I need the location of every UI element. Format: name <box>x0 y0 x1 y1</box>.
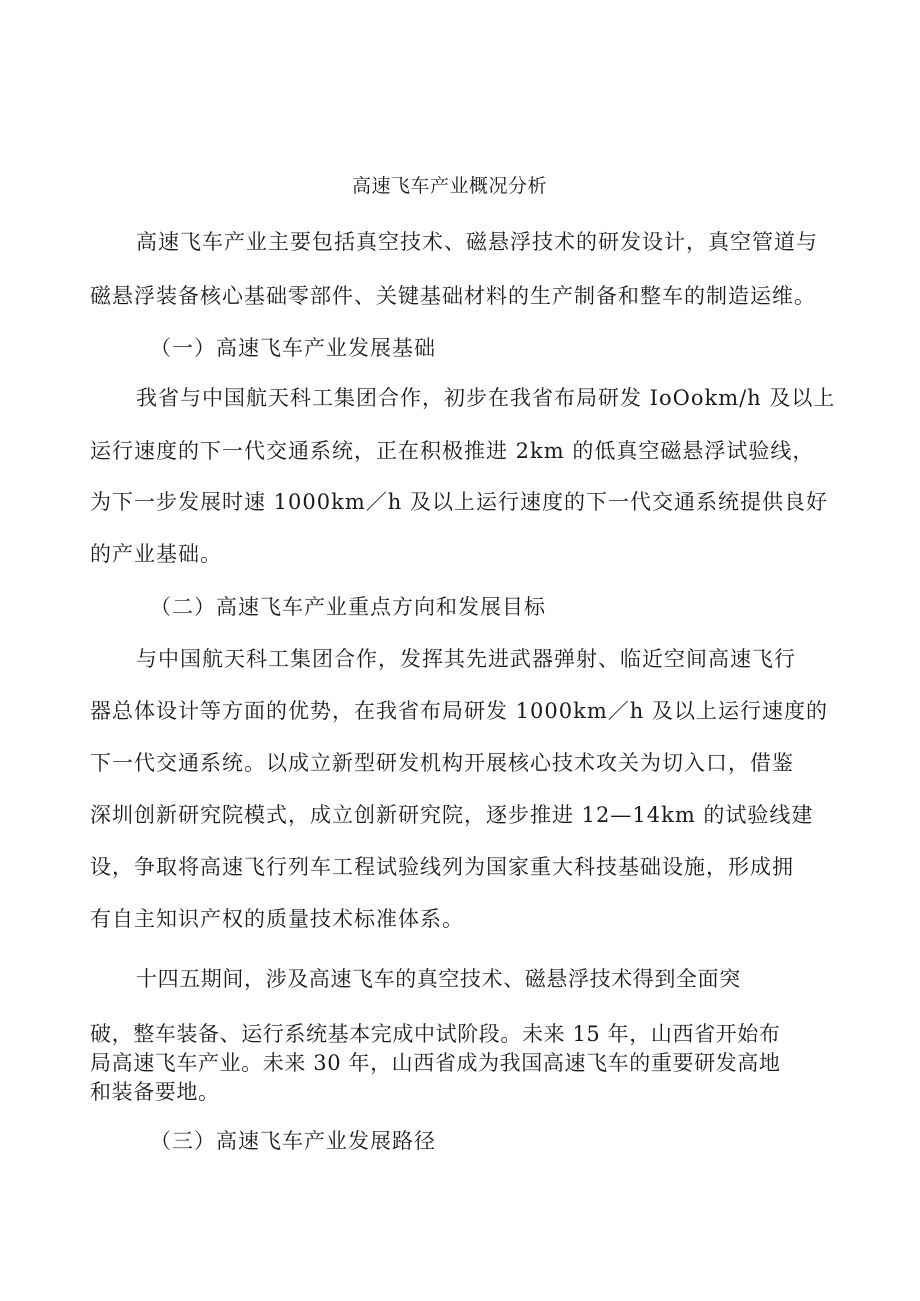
section2-line-1: 与中国航天科工集团合作，发挥其先进武器弹射、临近空间高速飞行 <box>136 647 796 671</box>
section2-heading: （二）高速飞车产业重点方向和发展目标 <box>150 595 546 619</box>
plan-line-4: 和装备要地。 <box>90 1080 220 1104</box>
section1-line-4: 的产业基础。 <box>90 542 222 566</box>
document-title: 高速飞车产业概况分析 <box>352 175 548 197</box>
section1-line-1: 我省与中国航天科工集团合作，初步在我省布局研发 IoOokm/h 及以上 <box>136 386 836 410</box>
intro-line-2: 磁悬浮装备核心基础零部件、关键基础材料的生产制备和整车的制造运维。 <box>90 284 816 308</box>
section2-line-5: 设，争取将高速飞行列车工程试验线列为国家重大科技基础设施，形成拥 <box>90 855 794 879</box>
intro-line-1: 高速飞车产业主要包括真空技术、磁悬浮技术的研发设计，真空管道与 <box>136 230 818 254</box>
section1-line-2: 运行速度的下一代交通系统，正在积极推进 2km 的低真空磁悬浮试验线， <box>90 439 815 463</box>
section2-line-6: 有自主知识产权的质量技术标准体系。 <box>90 907 464 931</box>
plan-line-3: 局高速飞车产业。未来 30 年，山西省成为我国高速飞车的重要研发高地 <box>90 1051 781 1075</box>
section2-line-2: 器总体设计等方面的优势，在我省布局研发 1000km／h 及以上运行速度的 <box>90 699 828 723</box>
section1-heading: （一）高速飞车产业发展基础 <box>150 336 436 360</box>
section1-line-3: 为下一步发展时速 1000km／h 及以上运行速度的下一代交通系统提供良好 <box>90 490 828 514</box>
section2-line-3: 下一代交通系统。以成立新型研发机构开展核心技术攻关为切入口，借鉴 <box>90 751 794 775</box>
section3-heading: （三）高速飞车产业发展路径 <box>150 1129 436 1153</box>
section2-line-4: 深圳创新研究院模式，成立创新研究院，逐步推进 12—14km 的试验线建 <box>90 803 814 827</box>
plan-line-1: 十四五期间，涉及高速飞车的真空技术、磁悬浮技术得到全面突 <box>136 967 741 991</box>
plan-line-2: 破，整车装备、运行系统基本完成中试阶段。未来 15 年，山西省开始布 <box>90 1022 781 1046</box>
